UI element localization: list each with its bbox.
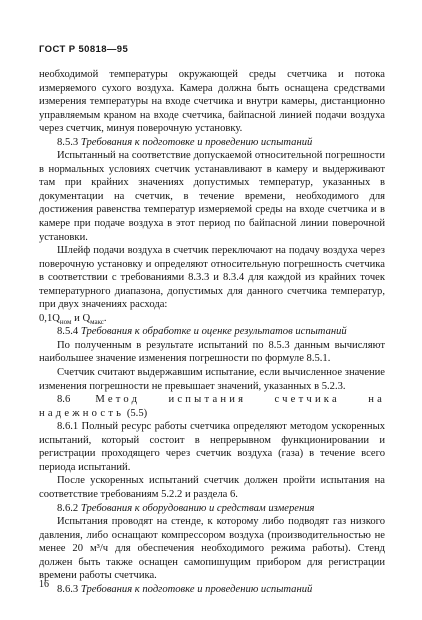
subsection-title: Требования к оборудованию и средствам измерения [80,502,315,514]
paragraph: 8.6.1 Полный ресурс работы счетчика определяют методом ускоренных испытаний, который состоит в непрерывном функционировании и регистрации проходящего через счетчик воздуха (газа) в течение всего периода испытаний. [39,421,385,473]
subsection-number: 8.6.3 [57,583,79,595]
subsection-title: Требования к обработке и оценке результатов испытаний [80,326,347,338]
standard-header: ГОСТ Р 50818—95 [39,44,129,55]
section-heading [39,393,385,420]
subsection-number: 8.5.4 [57,326,79,338]
flow-sub-max: макс [90,317,104,326]
subsection-number: 8.5.3 [57,136,79,148]
paragraph: Испытания проводят на стенде, к которому либо подводят газ низкого давления, либо оснащают компрессором воздуха (производительностью не менее 20 м³/ч для обеспечения необходимого режима работы). Стенд должен быть также оснащен самопишущим прибором для регистрации времени работы счетчика. [39,516,385,582]
subsection-heading [39,583,385,597]
section-title: Метод испытания счетчика на надежность [39,394,385,419]
subsection-heading [39,136,385,150]
page-number: 16 [39,579,49,590]
paragraph: необходимой температуры окружающей среды счетчика и потока измеряемого сухого воздуха. Камера должна быть оснащена средствами измерения температуры на входе счетчика и внутри камеры, дистанционно управляемым краном на входе счетчика, байпасной линией подачи воздуха через счетчик, минуя поверочную установку. [39,69,385,135]
section-ref: (5.5) [126,407,148,419]
flow-end: . [103,312,107,324]
paragraph: Шлейф подачи воздуха в счетчик переключают на подачу воздуха через поверочную установку и определяют относительную погрешность счетчика в соответствии с требованиями 8.3.3 и 8.3.4 для каждой из крайних точек температурного диапазона, допустимых для данного счетчика температур, при двух значениях расхода: [39,245,385,311]
paragraph: После ускоренных испытаний счетчик должен пройти испытания на соответствие требованиям 5.2.2 и раздела 6. [39,475,385,500]
flow-values [39,312,385,326]
flow-q: Q [52,312,60,324]
paragraph: Счетчик считают выдержавшим испытание, если вычисленное значение изменения погрешности не превышает значений, указанных в 5.2.3. [39,367,385,392]
subsection-heading [39,502,385,516]
document-body [39,68,385,596]
flow-coef: 0,1 [39,312,53,324]
section-number: 8.6 [57,394,71,406]
subsection-number: 8.6.2 [57,502,79,514]
subsection-title: Требования к подготовке и проведению испытаний [80,583,313,595]
flow-sub-nom: ном [59,317,72,326]
paragraph: Испытанный на соответствие допускаемой относительной погрешности в нормальных условиях счетчик устанавливают в камеру и выдерживают там при крайних значениях допустимых температур, указанных в документации на счетчик, в течение времени, необходимого для достижения равенства температур измеряемой среды на входе счетчика и в камере при подаче воздуха в этот период по байпасной линии поверочной установки. [39,150,385,243]
flow-and: и [74,312,80,324]
subsection-heading [39,325,385,339]
subsection-title: Требования к подготовке и проведению испытаний [80,136,313,148]
paragraph: По полученным в результате испытаний по 8.5.3 данным вычисляют наибольшее значение изменения погрешности по формуле 8.5.1. [39,339,385,365]
flow-q2: Q [82,312,91,324]
